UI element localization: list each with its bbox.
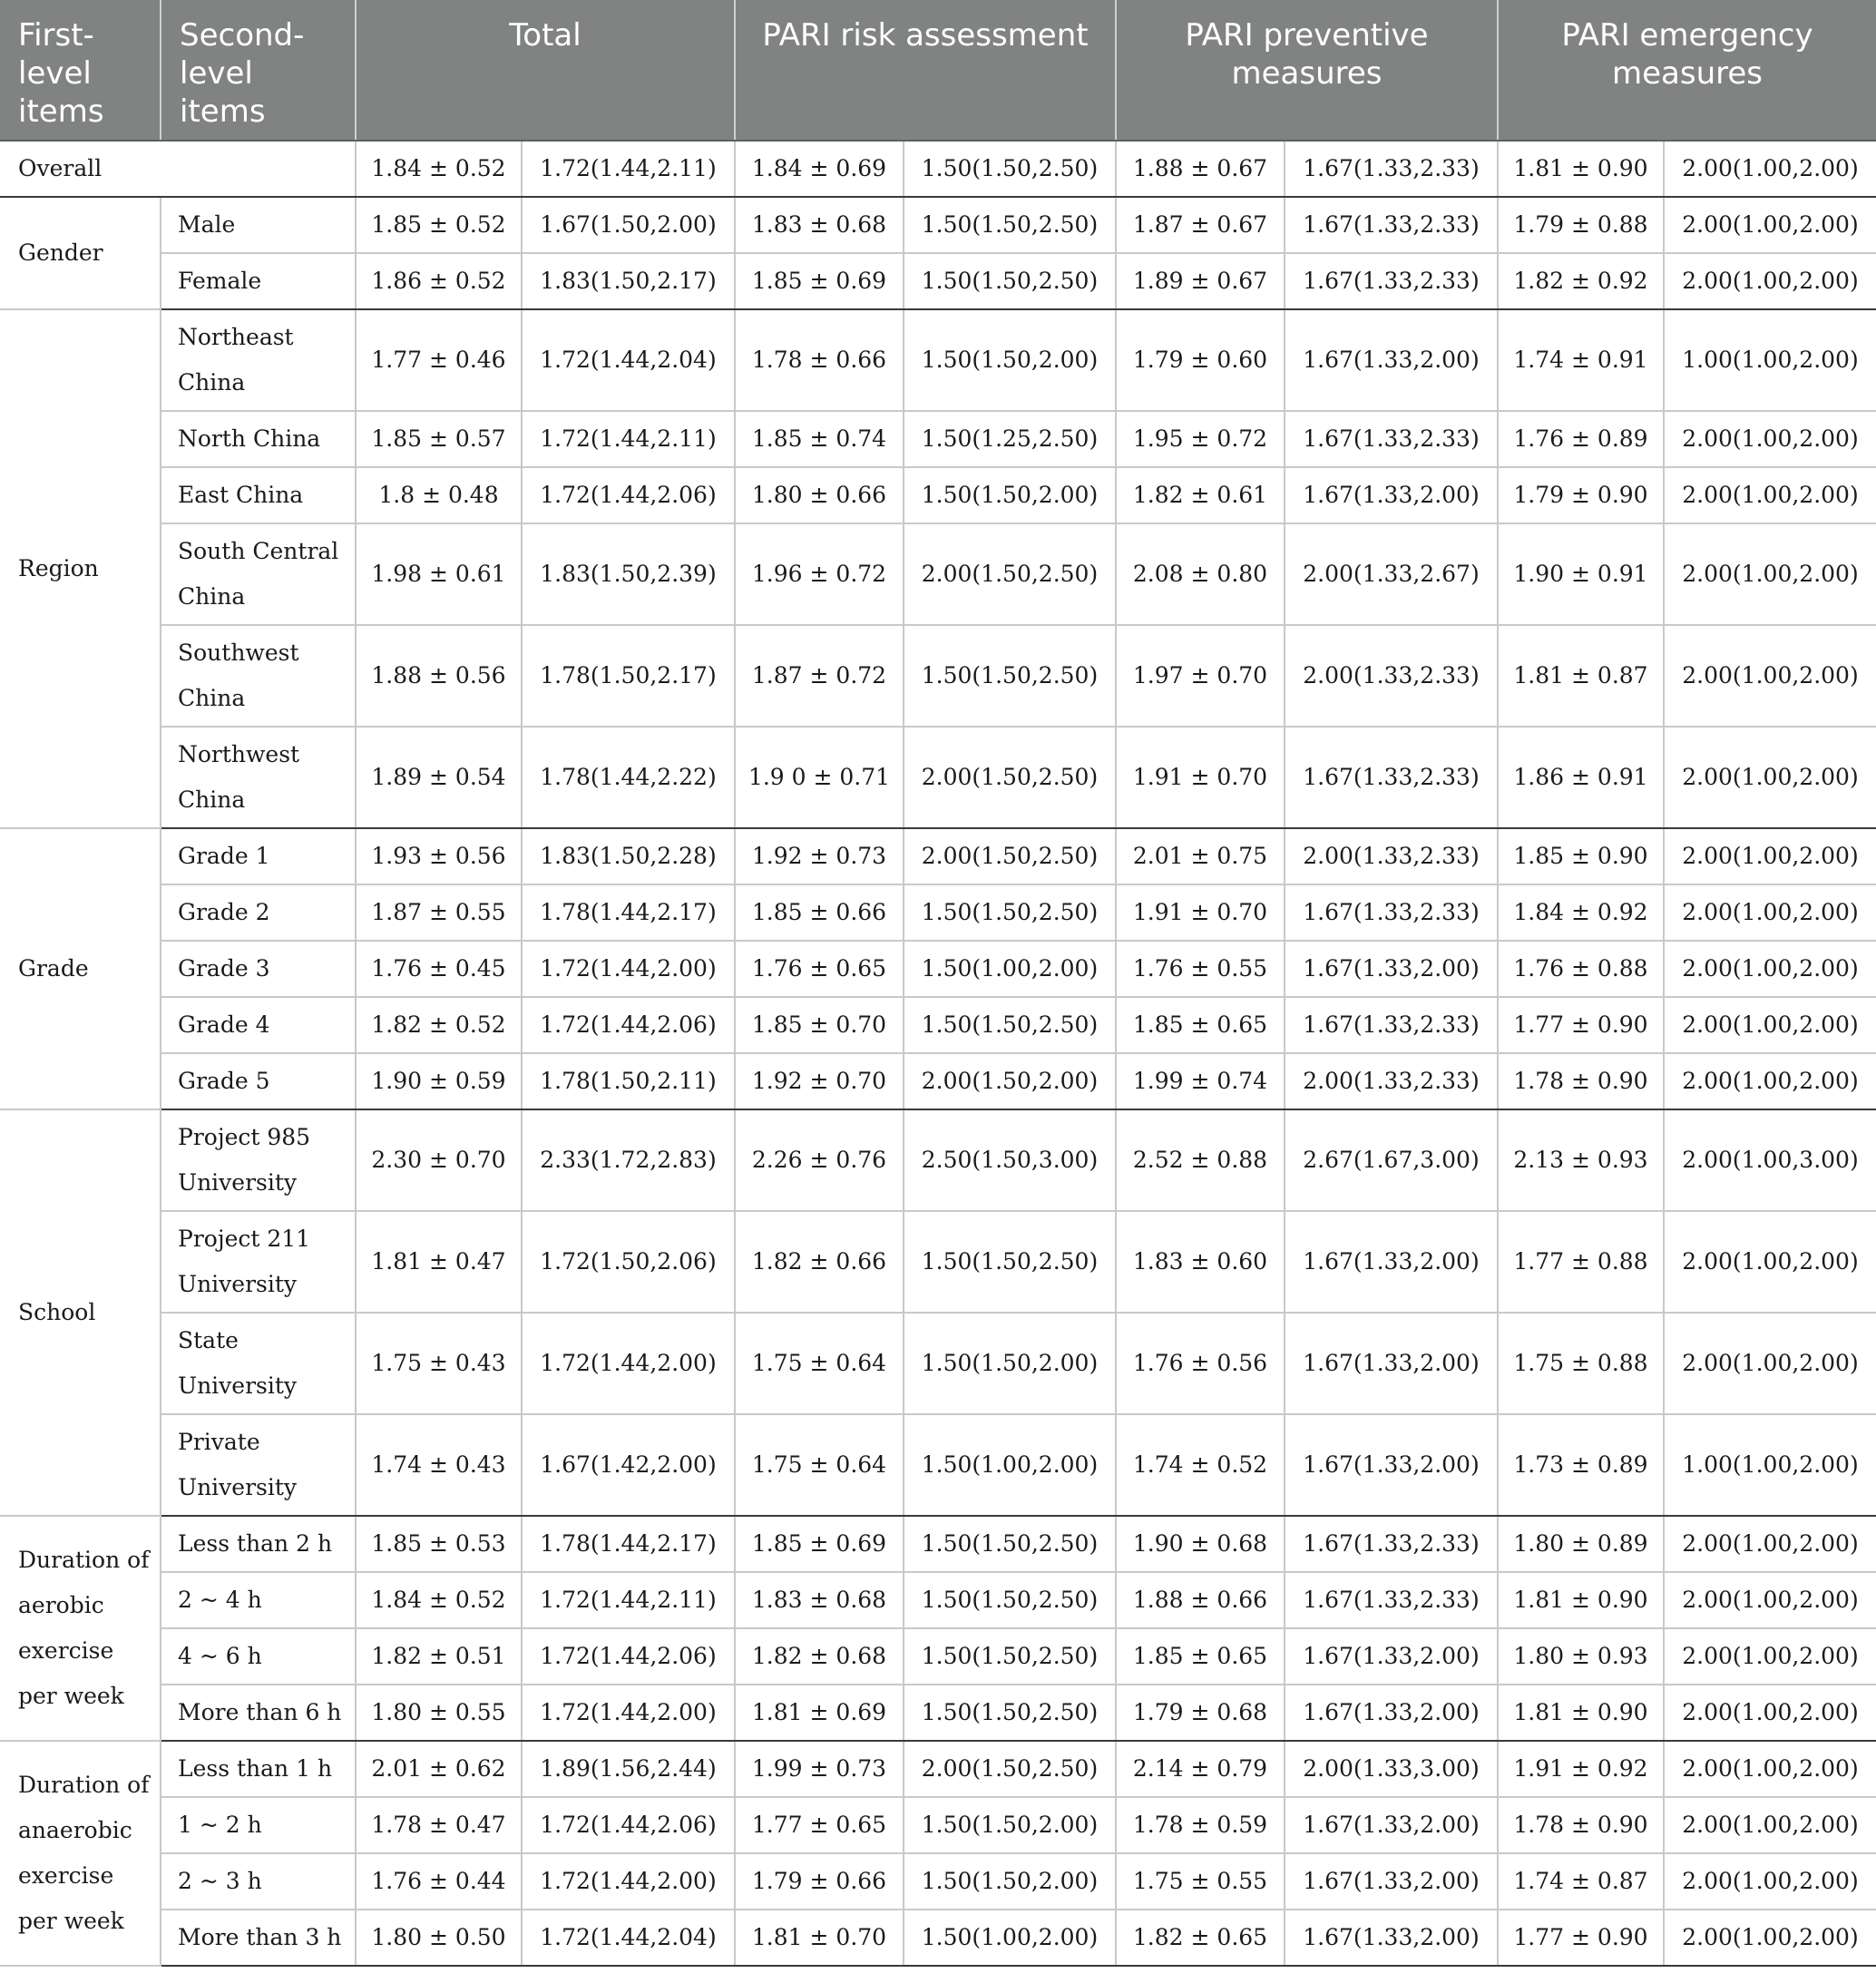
mean-sd-cell: 1.82 ± 0.52 [356,997,522,1053]
mean-sd-cell: 1.92 ± 0.70 [735,1053,904,1109]
first-level-item: Duration of aerobic exercise per week [0,1516,161,1741]
median-iqr-cell: 1.50(1.50,2.50) [904,197,1116,253]
table-row [0,625,1876,727]
mean-sd-cell: 1.75 ± 0.55 [1116,1853,1285,1910]
mean-sd-cell: 1.84 ± 0.52 [356,1572,522,1628]
median-iqr-cell: 1.72(1.44,2.11) [522,411,735,467]
mean-sd-cell: 1.80 ± 0.93 [1498,1628,1664,1685]
mean-sd-cell: 1.85 ± 0.65 [1116,1628,1285,1685]
table-row [0,1685,1876,1741]
median-iqr-cell: 1.67(1.33,2.33) [1285,1572,1498,1628]
mean-sd-cell: 1.90 ± 0.59 [356,1053,522,1109]
mean-sd-cell: 1.82 ± 0.92 [1498,253,1664,309]
header-preventive-measures: PARI preventive measures [1116,0,1498,141]
mean-sd-cell: 1.78 ± 0.66 [735,309,904,411]
mean-sd-cell: 1.74 ± 0.91 [1498,309,1664,411]
mean-sd-cell: 2.01 ± 0.62 [356,1741,522,1797]
second-level-item: Private University [161,1414,356,1516]
mean-sd-cell: 1.74 ± 0.87 [1498,1853,1664,1910]
mean-sd-cell: 1.81 ± 0.90 [1498,1685,1664,1741]
median-iqr-cell: 1.72(1.44,2.00) [522,1685,735,1741]
second-level-item: Male [161,197,356,253]
median-iqr-cell: 1.83(1.50,2.28) [522,828,735,884]
median-iqr-cell: 1.50(1.50,2.50) [904,141,1116,197]
median-iqr-cell: 2.00(1.00,2.00) [1664,1628,1876,1685]
table-row [0,1910,1876,1966]
mean-sd-cell: 1.91 ± 0.70 [1116,884,1285,941]
median-iqr-cell: 2.00(1.00,3.00) [1664,1109,1876,1211]
table-row [0,309,1876,411]
median-iqr-cell: 2.00(1.00,2.00) [1664,1797,1876,1853]
first-level-item: Region [0,309,161,828]
median-iqr-cell: 1.50(1.25,2.50) [904,411,1116,467]
median-iqr-cell: 1.67(1.33,2.33) [1285,1516,1498,1572]
header-row [0,0,1876,141]
median-iqr-cell: 1.50(1.50,2.50) [904,1685,1116,1741]
mean-sd-cell: 1.75 ± 0.64 [735,1313,904,1414]
mean-sd-cell: 2.14 ± 0.79 [1116,1741,1285,1797]
second-level-item: 2 ~ 4 h [161,1572,356,1628]
mean-sd-cell: 1.84 ± 0.69 [735,141,904,197]
median-iqr-cell: 1.50(1.50,2.50) [904,1628,1116,1685]
mean-sd-cell: 1.87 ± 0.67 [1116,197,1285,253]
median-iqr-cell: 2.00(1.00,2.00) [1664,1853,1876,1910]
second-level-item: 1 ~ 2 h [161,1797,356,1853]
median-iqr-cell: 1.72(1.44,2.00) [522,941,735,997]
mean-sd-cell: 1.78 ± 0.90 [1498,1053,1664,1109]
median-iqr-cell: 2.00(1.50,2.50) [904,828,1116,884]
mean-sd-cell: 1.86 ± 0.91 [1498,727,1664,828]
median-iqr-cell: 1.67(1.33,2.00) [1285,1685,1498,1741]
median-iqr-cell: 2.00(1.00,2.00) [1664,1211,1876,1313]
mean-sd-cell: 1.88 ± 0.56 [356,625,522,727]
median-iqr-cell: 2.00(1.00,2.00) [1664,884,1876,941]
median-iqr-cell: 1.67(1.33,2.33) [1285,141,1498,197]
median-iqr-cell: 2.33(1.72,2.83) [522,1109,735,1211]
median-iqr-cell: 1.67(1.33,2.00) [1285,1853,1498,1910]
table-row [0,1414,1876,1516]
median-iqr-cell: 1.00(1.00,2.00) [1664,1414,1876,1516]
median-iqr-cell: 1.50(1.50,2.50) [904,253,1116,309]
mean-sd-cell: 1.82 ± 0.61 [1116,467,1285,523]
median-iqr-cell: 1.67(1.33,2.00) [1285,467,1498,523]
table-row [0,1053,1876,1109]
header-second-level: Second-level items [161,0,356,141]
mean-sd-cell: 1.85 ± 0.74 [735,411,904,467]
median-iqr-cell: 1.72(1.44,2.06) [522,467,735,523]
table-row [0,523,1876,625]
table-row [0,1516,1876,1572]
second-level-item: Southwest China [161,625,356,727]
median-iqr-cell: 1.67(1.33,2.00) [1285,1910,1498,1966]
median-iqr-cell: 1.78(1.44,2.17) [522,1516,735,1572]
mean-sd-cell: 1.81 ± 0.90 [1498,1572,1664,1628]
median-iqr-cell: 1.50(1.50,2.50) [904,1572,1116,1628]
median-iqr-cell: 2.00(1.33,2.67) [1285,523,1498,625]
median-iqr-cell: 1.50(1.50,2.50) [904,625,1116,727]
median-iqr-cell: 1.67(1.33,2.33) [1285,997,1498,1053]
mean-sd-cell: 1.99 ± 0.73 [735,1741,904,1797]
median-iqr-cell: 2.00(1.33,2.33) [1285,828,1498,884]
mean-sd-cell: 1.77 ± 0.65 [735,1797,904,1853]
mean-sd-cell: 1.85 ± 0.65 [1116,997,1285,1053]
median-iqr-cell: 1.72(1.44,2.00) [522,1853,735,1910]
mean-sd-cell: 1.78 ± 0.47 [356,1797,522,1853]
median-iqr-cell: 2.00(1.00,2.00) [1664,1910,1876,1966]
median-iqr-cell: 1.78(1.50,2.17) [522,625,735,727]
mean-sd-cell: 1.98 ± 0.61 [356,523,522,625]
mean-sd-cell: 1.93 ± 0.56 [356,828,522,884]
mean-sd-cell: 1.88 ± 0.67 [1116,141,1285,197]
table-row [0,411,1876,467]
median-iqr-cell: 2.00(1.00,2.00) [1664,411,1876,467]
mean-sd-cell: 1.83 ± 0.60 [1116,1211,1285,1313]
mean-sd-cell: 1.85 ± 0.70 [735,997,904,1053]
median-iqr-cell: 1.67(1.33,2.00) [1285,1313,1498,1414]
median-iqr-cell: 1.50(1.00,2.00) [904,941,1116,997]
median-iqr-cell: 1.72(1.44,2.06) [522,1797,735,1853]
median-iqr-cell: 1.83(1.50,2.39) [522,523,735,625]
mean-sd-cell: 1.85 ± 0.69 [735,253,904,309]
mean-sd-cell: 1.87 ± 0.72 [735,625,904,727]
median-iqr-cell: 1.67(1.33,2.00) [1285,941,1498,997]
median-iqr-cell: 1.50(1.50,2.00) [904,309,1116,411]
mean-sd-cell: 1.81 ± 0.87 [1498,625,1664,727]
mean-sd-cell: 1.81 ± 0.69 [735,1685,904,1741]
median-iqr-cell: 2.00(1.00,2.00) [1664,941,1876,997]
mean-sd-cell: 1.77 ± 0.46 [356,309,522,411]
second-level-item: Female [161,253,356,309]
median-iqr-cell: 2.00(1.00,2.00) [1664,1313,1876,1414]
median-iqr-cell: 1.67(1.33,2.33) [1285,253,1498,309]
mean-sd-cell: 1.89 ± 0.67 [1116,253,1285,309]
mean-sd-cell: 1.79 ± 0.60 [1116,309,1285,411]
median-iqr-cell: 2.00(1.50,2.50) [904,523,1116,625]
mean-sd-cell: 1.75 ± 0.43 [356,1313,522,1414]
second-level-item: More than 3 h [161,1910,356,1966]
median-iqr-cell: 2.67(1.67,3.00) [1285,1109,1498,1211]
median-iqr-cell: 2.00(1.00,2.00) [1664,828,1876,884]
median-iqr-cell: 2.00(1.00,2.00) [1664,997,1876,1053]
table-row [0,253,1876,309]
median-iqr-cell: 1.72(1.44,2.06) [522,997,735,1053]
median-iqr-cell: 1.50(1.50,2.00) [904,1853,1116,1910]
first-level-item: Overall [0,141,356,197]
median-iqr-cell: 1.67(1.42,2.00) [522,1414,735,1516]
median-iqr-cell: 1.67(1.33,2.33) [1285,197,1498,253]
median-iqr-cell: 2.00(1.00,2.00) [1664,1516,1876,1572]
median-iqr-cell: 1.72(1.44,2.04) [522,1910,735,1966]
mean-sd-cell: 1.91 ± 0.92 [1498,1741,1664,1797]
mean-sd-cell: 1.76 ± 0.89 [1498,411,1664,467]
mean-sd-cell: 1.91 ± 0.70 [1116,727,1285,828]
mean-sd-cell: 1.74 ± 0.52 [1116,1414,1285,1516]
table-row [0,941,1876,997]
mean-sd-cell: 1.99 ± 0.74 [1116,1053,1285,1109]
table-row [0,1313,1876,1414]
median-iqr-cell: 1.50(1.50,2.00) [904,1797,1116,1853]
first-level-item: Gender [0,197,161,309]
median-iqr-cell: 1.72(1.50,2.06) [522,1211,735,1313]
table-row [0,884,1876,941]
mean-sd-cell: 1.84 ± 0.92 [1498,884,1664,941]
mean-sd-cell: 1.85 ± 0.53 [356,1516,522,1572]
median-iqr-cell: 1.72(1.44,2.06) [522,1628,735,1685]
mean-sd-cell: 1.79 ± 0.68 [1116,1685,1285,1741]
table-row [0,1109,1876,1211]
median-iqr-cell: 1.67(1.33,2.00) [1285,1211,1498,1313]
median-iqr-cell: 2.50(1.50,3.00) [904,1109,1116,1211]
median-iqr-cell: 1.67(1.33,2.00) [1285,309,1498,411]
mean-sd-cell: 1.77 ± 0.90 [1498,1910,1664,1966]
median-iqr-cell: 2.00(1.00,2.00) [1664,253,1876,309]
median-iqr-cell: 1.67(1.50,2.00) [522,197,735,253]
table-row [0,1741,1876,1797]
table-row [0,727,1876,828]
first-level-item: Grade [0,828,161,1109]
median-iqr-cell: 1.78(1.44,2.17) [522,884,735,941]
mean-sd-cell: 1.97 ± 0.70 [1116,625,1285,727]
second-level-item: State University [161,1313,356,1414]
median-iqr-cell: 1.67(1.33,2.00) [1285,1628,1498,1685]
median-iqr-cell: 1.72(1.44,2.04) [522,309,735,411]
mean-sd-cell: 1.81 ± 0.47 [356,1211,522,1313]
mean-sd-cell: 1.82 ± 0.65 [1116,1910,1285,1966]
median-iqr-cell: 1.67(1.33,2.00) [1285,1414,1498,1516]
mean-sd-cell: 1.79 ± 0.66 [735,1853,904,1910]
second-level-item: 4 ~ 6 h [161,1628,356,1685]
mean-sd-cell: 1.9 0 ± 0.71 [735,727,904,828]
mean-sd-cell: 1.73 ± 0.89 [1498,1414,1664,1516]
mean-sd-cell: 1.95 ± 0.72 [1116,411,1285,467]
mean-sd-cell: 1.85 ± 0.57 [356,411,522,467]
mean-sd-cell: 1.80 ± 0.89 [1498,1516,1664,1572]
second-level-item: Northeast China [161,309,356,411]
mean-sd-cell: 1.85 ± 0.90 [1498,828,1664,884]
mean-sd-cell: 1.83 ± 0.68 [735,1572,904,1628]
mean-sd-cell: 1.77 ± 0.90 [1498,997,1664,1053]
median-iqr-cell: 1.50(1.00,2.00) [904,1414,1116,1516]
median-iqr-cell: 2.00(1.33,3.00) [1285,1741,1498,1797]
second-level-item: Project 211 University [161,1211,356,1313]
median-iqr-cell: 1.67(1.33,2.33) [1285,727,1498,828]
median-iqr-cell: 1.50(1.50,2.50) [904,997,1116,1053]
mean-sd-cell: 1.96 ± 0.72 [735,523,904,625]
median-iqr-cell: 1.50(1.50,2.50) [904,1211,1116,1313]
mean-sd-cell: 1.87 ± 0.55 [356,884,522,941]
second-level-item: Less than 1 h [161,1741,356,1797]
table-row [0,1211,1876,1313]
median-iqr-cell: 2.00(1.00,2.00) [1664,467,1876,523]
median-iqr-cell: 1.78(1.44,2.22) [522,727,735,828]
mean-sd-cell: 1.82 ± 0.68 [735,1628,904,1685]
median-iqr-cell: 1.50(1.50,2.00) [904,1313,1116,1414]
table-row [0,1628,1876,1685]
median-iqr-cell: 2.00(1.00,2.00) [1664,727,1876,828]
second-level-item: Grade 1 [161,828,356,884]
mean-sd-cell: 1.75 ± 0.88 [1498,1313,1664,1414]
table-row [0,1572,1876,1628]
mean-sd-cell: 1.77 ± 0.88 [1498,1211,1664,1313]
table-body [0,141,1876,1966]
mean-sd-cell: 1.90 ± 0.91 [1498,523,1664,625]
median-iqr-cell: 1.50(1.50,2.00) [904,467,1116,523]
median-iqr-cell: 1.78(1.50,2.11) [522,1053,735,1109]
header-first-level: First-level items [0,0,161,141]
median-iqr-cell: 1.72(1.44,2.00) [522,1313,735,1414]
mean-sd-cell: 1.78 ± 0.59 [1116,1797,1285,1853]
mean-sd-cell: 1.76 ± 0.45 [356,941,522,997]
mean-sd-cell: 2.13 ± 0.93 [1498,1109,1664,1211]
median-iqr-cell: 2.00(1.50,2.50) [904,727,1116,828]
mean-sd-cell: 1.80 ± 0.55 [356,1685,522,1741]
mean-sd-cell: 2.52 ± 0.88 [1116,1109,1285,1211]
second-level-item: South Central China [161,523,356,625]
second-level-item: Less than 2 h [161,1516,356,1572]
second-level-item: Grade 5 [161,1053,356,1109]
mean-sd-cell: 1.82 ± 0.66 [735,1211,904,1313]
header-total: Total [356,0,735,141]
median-iqr-cell: 2.00(1.50,2.50) [904,1741,1116,1797]
table-row [0,197,1876,253]
median-iqr-cell: 2.00(1.00,2.00) [1664,141,1876,197]
mean-sd-cell: 1.79 ± 0.88 [1498,197,1664,253]
mean-sd-cell: 1.78 ± 0.90 [1498,1797,1664,1853]
median-iqr-cell: 1.67(1.33,2.33) [1285,884,1498,941]
mean-sd-cell: 1.79 ± 0.90 [1498,467,1664,523]
mean-sd-cell: 2.01 ± 0.75 [1116,828,1285,884]
median-iqr-cell: 1.50(1.50,2.50) [904,1516,1116,1572]
mean-sd-cell: 1.82 ± 0.51 [356,1628,522,1685]
second-level-item: North China [161,411,356,467]
first-level-item: School [0,1109,161,1516]
second-level-item: Project 985 University [161,1109,356,1211]
mean-sd-cell: 1.88 ± 0.66 [1116,1572,1285,1628]
median-iqr-cell: 1.89(1.56,2.44) [522,1741,735,1797]
median-iqr-cell: 2.00(1.33,2.33) [1285,625,1498,727]
mean-sd-cell: 1.76 ± 0.65 [735,941,904,997]
median-iqr-cell: 1.72(1.44,2.11) [522,1572,735,1628]
mean-sd-cell: 1.76 ± 0.55 [1116,941,1285,997]
table-row [0,467,1876,523]
mean-sd-cell: 1.92 ± 0.73 [735,828,904,884]
median-iqr-cell: 2.00(1.00,2.00) [1664,523,1876,625]
header-emergency-measures: PARI emergency measures [1498,0,1876,141]
median-iqr-cell: 2.00(1.00,2.00) [1664,1053,1876,1109]
second-level-item: East China [161,467,356,523]
median-iqr-cell: 2.00(1.00,2.00) [1664,625,1876,727]
table-row [0,828,1876,884]
mean-sd-cell: 1.90 ± 0.68 [1116,1516,1285,1572]
median-iqr-cell: 2.00(1.33,2.33) [1285,1053,1498,1109]
median-iqr-cell: 1.72(1.44,2.11) [522,141,735,197]
median-iqr-cell: 1.50(1.00,2.00) [904,1910,1116,1966]
median-iqr-cell: 1.67(1.33,2.00) [1285,1797,1498,1853]
median-iqr-cell: 2.00(1.00,2.00) [1664,1741,1876,1797]
mean-sd-cell: 2.08 ± 0.80 [1116,523,1285,625]
median-iqr-cell: 1.00(1.00,2.00) [1664,309,1876,411]
mean-sd-cell: 1.85 ± 0.66 [735,884,904,941]
median-iqr-cell: 2.00(1.00,2.00) [1664,197,1876,253]
second-level-item: Grade 2 [161,884,356,941]
mean-sd-cell: 1.80 ± 0.66 [735,467,904,523]
median-iqr-cell: 1.50(1.50,2.50) [904,884,1116,941]
median-iqr-cell: 2.00(1.50,2.00) [904,1053,1116,1109]
mean-sd-cell: 1.81 ± 0.90 [1498,141,1664,197]
mean-sd-cell: 1.74 ± 0.43 [356,1414,522,1516]
mean-sd-cell: 1.81 ± 0.70 [735,1910,904,1966]
mean-sd-cell: 1.89 ± 0.54 [356,727,522,828]
first-level-item: Duration of anaerobic exercise per week [0,1741,161,1966]
mean-sd-cell: 1.85 ± 0.69 [735,1516,904,1572]
mean-sd-cell: 1.85 ± 0.52 [356,197,522,253]
median-iqr-cell: 2.00(1.00,2.00) [1664,1572,1876,1628]
mean-sd-cell: 2.30 ± 0.70 [356,1109,522,1211]
mean-sd-cell: 1.83 ± 0.68 [735,197,904,253]
mean-sd-cell: 1.86 ± 0.52 [356,253,522,309]
median-iqr-cell: 1.67(1.33,2.33) [1285,411,1498,467]
table-row [0,141,1876,197]
mean-sd-cell: 1.80 ± 0.50 [356,1910,522,1966]
table-row [0,1853,1876,1910]
mean-sd-cell: 1.8 ± 0.48 [356,467,522,523]
second-level-item: Grade 4 [161,997,356,1053]
median-iqr-cell: 2.00(1.00,2.00) [1664,1685,1876,1741]
table-row [0,1797,1876,1853]
median-iqr-cell: 1.83(1.50,2.17) [522,253,735,309]
mean-sd-cell: 2.26 ± 0.76 [735,1109,904,1211]
mean-sd-cell: 1.76 ± 0.88 [1498,941,1664,997]
mean-sd-cell: 1.76 ± 0.56 [1116,1313,1285,1414]
second-level-item: Northwest China [161,727,356,828]
mean-sd-cell: 1.84 ± 0.52 [356,141,522,197]
second-level-item: 2 ~ 3 h [161,1853,356,1910]
second-level-item: More than 6 h [161,1685,356,1741]
header-risk-assessment: PARI risk assessment [735,0,1116,141]
mean-sd-cell: 1.76 ± 0.44 [356,1853,522,1910]
second-level-item: Grade 3 [161,941,356,997]
table-row [0,997,1876,1053]
mean-sd-cell: 1.75 ± 0.64 [735,1414,904,1516]
